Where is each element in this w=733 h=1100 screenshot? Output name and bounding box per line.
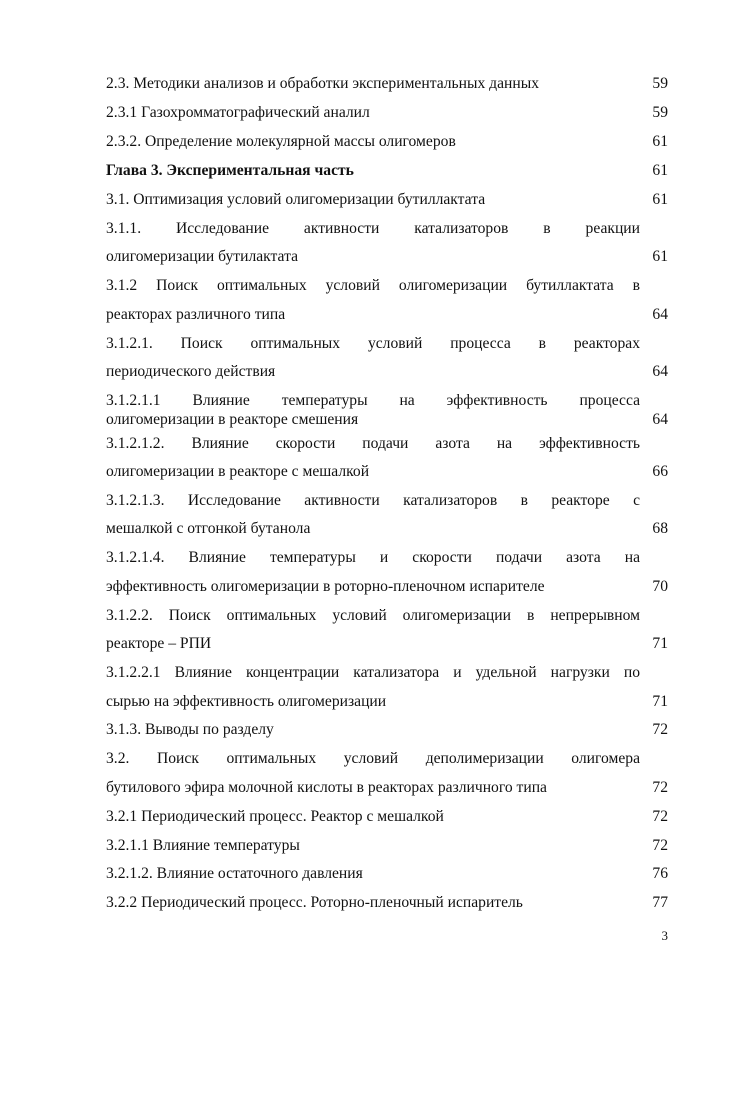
toc-page-3-1-2: 64 — [652, 306, 668, 323]
toc-page-chapter-3: 61 — [652, 162, 668, 179]
toc-entry-3-2-1: 3.2.1 Периодический процесс. Реактор с мешалкой — [106, 808, 444, 825]
toc-entry-3-1-2-1-4-line2: эффективность олигомеризации в роторно-пленочном испарителе — [106, 578, 545, 595]
toc-entry-3-2-1-2: 3.2.1.2. Влияние остаточного давления — [106, 865, 363, 882]
toc-entry-3-2-line1: 3.2. Поиск оптимальных условий деполимеризации олигомера — [106, 750, 640, 767]
toc-entry-3-1-2-1-3-line1: 3.1.2.1.3. Исследование активности катализаторов в реакторе с — [106, 492, 640, 509]
toc-entry-3-1-2-1-1-line1: 3.1.2.1.1 Влияние температуры на эффективность процесса — [106, 392, 640, 409]
toc-entry-3-1-2-1-3-line2: мешалкой с отгонкой бутанола — [106, 520, 311, 537]
toc-entry-3-1-2-line2: реакторах различного типа — [106, 306, 286, 323]
toc-entry-3-2-2: 3.2.2 Периодический процесс. Роторно-пленочный испаритель — [106, 894, 523, 911]
toc-entry-3-2-1-1: 3.2.1.1 Влияние температуры — [106, 837, 300, 854]
toc-entry-3-1-2-2-1-line2: сырью на эффективность олигомеризации — [106, 693, 387, 710]
toc-entry-3-1-2-1-2-line1: 3.1.2.1.2. Влияние скорости подачи азота на эффективность — [106, 435, 640, 452]
toc-entry-3-1-2-1-line2: периодического действия — [106, 363, 276, 380]
toc-entry-3-1-2-1-4-line1: 3.1.2.1.4. Влияние температуры и скорости подачи азота на — [106, 549, 640, 566]
toc-entry-2-3-1: 2.3.1 Газохромматографический аналил — [106, 104, 370, 121]
toc-page-3-2-1-1: 72 — [652, 837, 668, 854]
toc-page-3-1-2-1: 64 — [652, 363, 668, 380]
toc-page-3-1-2-1-1: 64 — [652, 411, 668, 428]
toc-page-2-3: 59 — [652, 75, 668, 92]
toc-entry-2-3: 2.3. Методики анализов и обработки экспериментальных данных — [106, 75, 539, 92]
toc-entry-3-1-2-2-1-line1: 3.1.2.2.1 Влияние концентрации катализатора и удельной нагрузки по — [106, 664, 640, 681]
toc-page-3-2-2: 77 — [652, 894, 668, 911]
toc-entry-3-1-2-1-1-line2: олигомеризации в реакторе смешения — [106, 411, 359, 428]
toc-page-3-1-1: 61 — [652, 248, 668, 265]
toc-page-3-1: 61 — [652, 191, 668, 208]
toc-page-3-1-2-2-1: 71 — [652, 693, 668, 710]
toc-page-2-3-2: 61 — [652, 133, 668, 150]
toc-entry-3-1-2-line1: 3.1.2 Поиск оптимальных условий олигомеризации бутиллактата в — [106, 277, 640, 294]
toc-page-3-1-3: 72 — [652, 721, 668, 738]
toc-page-3-1-2-1-4: 70 — [652, 578, 668, 595]
toc-page-3-1-2-1-2: 66 — [652, 463, 668, 480]
toc-entry-3-1-3: 3.1.3. Выводы по разделу — [106, 721, 274, 738]
toc-entry-3-2-line2: бутилового эфира молочной кислоты в реакторах различного типа — [106, 779, 547, 796]
toc-entry-3-1-2-1-line1: 3.1.2.1. Поиск оптимальных условий процесса в реакторах — [106, 335, 640, 352]
toc-page-2-3-1: 59 — [652, 104, 668, 121]
toc-entry-3-1-2-2-line2: реакторе – РПИ — [106, 635, 212, 652]
toc-entry-3-1: 3.1. Оптимизация условий олигомеризации бутиллактата — [106, 191, 486, 208]
toc-entry-2-3-2: 2.3.2. Определение молекулярной массы олигомеров — [106, 133, 456, 150]
toc-entry-3-1-2-1-2-line2: олигомеризации в реакторе с мешалкой — [106, 463, 370, 480]
toc-page-3-1-2-2: 71 — [652, 635, 668, 652]
toc-chapter-3: Глава 3. Экспериментальная часть — [106, 162, 354, 179]
toc-page-3-2-1: 72 — [652, 808, 668, 825]
toc-entry-3-1-1-line1: 3.1.1. Исследование активности катализаторов в реакции — [106, 220, 640, 237]
toc-entry-3-1-1-line2: олигомеризации бутилактата — [106, 248, 298, 265]
toc-page-3-1-2-1-3: 68 — [652, 520, 668, 537]
toc-page-3-2-1-2: 76 — [652, 865, 668, 882]
toc-entry-3-1-2-2-line1: 3.1.2.2. Поиск оптимальных условий олигомеризации в непрерывном — [106, 607, 640, 624]
toc-page-3-2: 72 — [652, 779, 668, 796]
page-number: 3 — [661, 928, 668, 943]
